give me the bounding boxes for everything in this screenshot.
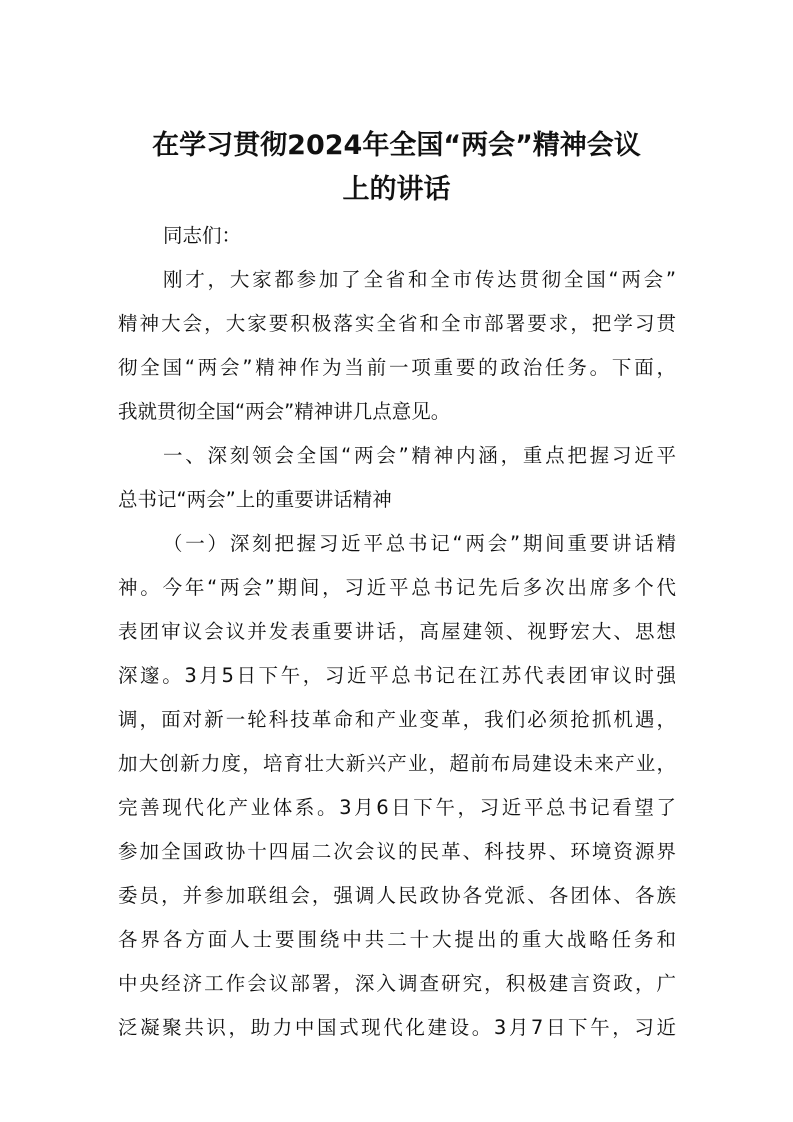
document-body	[118, 214, 676, 1050]
title-line-1: 在学习贯彻2024年全国“两会”精神会议	[152, 130, 641, 161]
text-line: 泛凝聚共识，助力中国式现代化建设。3月7日下午，习近	[118, 1016, 676, 1039]
text-line: 完善现代化产业体系。3月6日下午，习近平总书记看望了	[118, 796, 676, 819]
text-line: 深邃。3月5日下午，习近平总书记在江苏代表团审议时强	[118, 664, 676, 687]
text-line: 委员，并参加联组会，强调人民政协各党派、各团体、各族	[118, 884, 676, 907]
text-line: 总书记“两会”上的重要讲话精神	[118, 488, 392, 511]
text-line: 同志们：	[163, 224, 242, 247]
text-line: 我就贯彻全国“两会”精神讲几点意见。	[118, 400, 451, 423]
text-line: 刚才，大家都参加了全省和全市传达贯彻全国“两会”	[163, 268, 676, 291]
text-line: 精神大会，大家要积极落实全省和全市部署要求，把学习贯	[118, 312, 676, 335]
text-line: 中央经济工作会议部署，深入调查研究，积极建言资政，广	[118, 972, 676, 995]
title-line-2: 上的讲话	[342, 174, 451, 205]
document-title	[100, 124, 693, 212]
text-line: 一、深刻领会全国“两会”精神内涵，重点把握习近平	[163, 444, 676, 467]
text-line: 调，面对新一轮科技革命和产业变革，我们必须抢抓机遇，	[118, 708, 676, 731]
text-line: 表团审议会议并发表重要讲话，高屋建领、视野宏大、思想	[118, 620, 676, 643]
text-line: 彻全国“两会”精神作为当前一项重要的政治任务。下面，	[118, 356, 676, 379]
text-line: 各界各方面人士要围绕中共二十大提出的重大战略任务和	[118, 928, 676, 951]
text-line: （一）深刻把握习近平总书记“两会”期间重要讲话精	[163, 532, 676, 555]
text-line: 加大创新力度，培育壮大新兴产业，超前布局建设未来产业，	[118, 752, 676, 775]
text-line: 神。今年“两会”期间，习近平总书记先后多次出席多个代	[118, 576, 676, 599]
text-line: 参加全国政协十四届二次会议的民革、科技界、环境资源界	[118, 840, 676, 863]
